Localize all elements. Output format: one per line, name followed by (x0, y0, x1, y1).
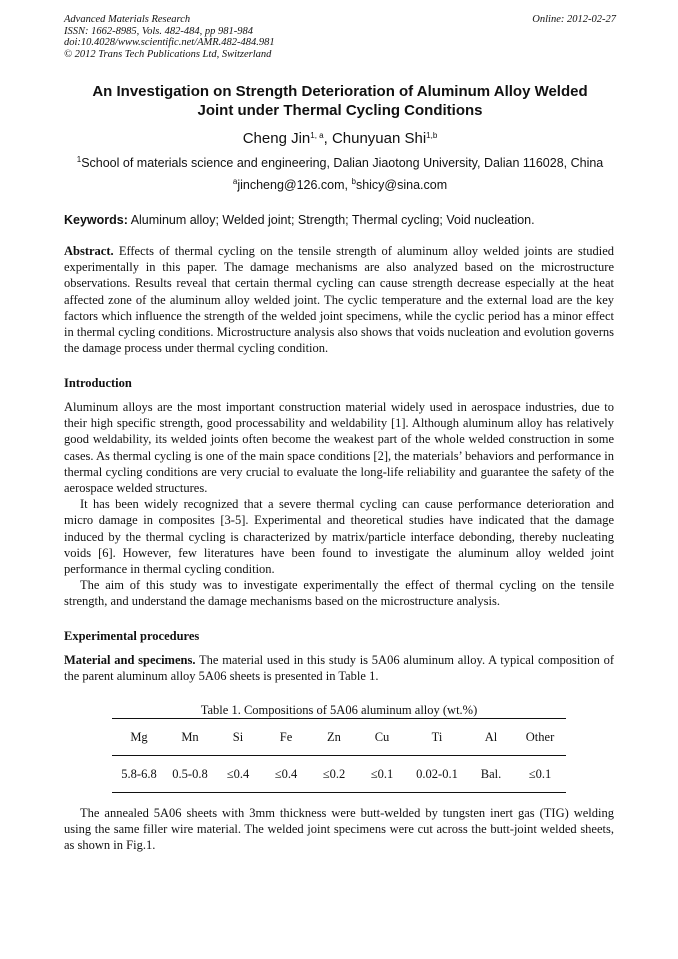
table-cell: ≤0.4 (274, 766, 298, 781)
author-separator: , (323, 130, 332, 147)
table-caption: Table 1. Compositions of 5A06 aluminum alloy (wt.%) (200, 703, 478, 717)
section-heading-experimental: Experimental procedures (64, 629, 200, 643)
paragraph: Aluminum alloys are the most important construction material widely used in aerospace industries, due to their high specific strength, good processability and weldability [1]. Although aluminum alloy has relatively good weldability, its welded joints often become the weakest part of the whole welded construction in some cases. As thermal cycling is one of the main space conditions [2], the materials’ behaviors and performance in thermal cycling conditions are very crucial to evaluate the long-life reliability and guarantee the safety of the aerospace welded structures. (64, 400, 614, 496)
table-header-cell: Fe (279, 729, 293, 744)
table-header-cell: Al (484, 729, 498, 744)
issn-line: ISSN: 1662-8985, Vols. 482-484, pp 981-984 (64, 25, 253, 37)
table-header-cell: Mg (130, 729, 148, 744)
section-heading-introduction: Introduction (64, 376, 132, 390)
title-line-2: Joint under Thermal Cycling Conditions (197, 102, 483, 119)
paragraph: The annealed 5A06 sheets with 3mm thickness were butt-welded by tungsten inert gas (TIG) welding using the same filler wire material. The welded joint specimens were cut across the butt-joint welded sheets, as shown in Fig.1. (64, 806, 614, 853)
table-cell: 0.02-0.1 (416, 766, 458, 781)
abstract (64, 243, 614, 356)
table-header-cell: Si (232, 729, 244, 744)
subsection-text: The material used in this study is 5A06 aluminum alloy. A typical composition of the parent aluminum alloy 5A06 sheets is presented in Table 1. (64, 653, 614, 684)
table-bottom-rule (112, 792, 566, 793)
author-name: Cheng Jin (242, 130, 311, 147)
table-cell: Bal. (480, 766, 502, 781)
paper-title (64, 82, 616, 120)
table-cell: ≤0.2 (322, 766, 346, 781)
table-header-cell: Other (525, 729, 555, 744)
author-name: Chunyuan Shi (331, 130, 427, 147)
email-link[interactable]: shicy@sina.com (355, 178, 448, 192)
affiliation (64, 156, 616, 170)
keywords-text: Aluminum alloy; Welded joint; Strength; Thermal cycling; Void nucleation. (127, 213, 535, 227)
keywords (64, 213, 616, 227)
author-affiliation-marker: 1, a (310, 131, 324, 140)
table-cell: 0.5-0.8 (172, 766, 208, 781)
email-marker: b (351, 177, 356, 186)
page-header (64, 14, 616, 60)
table-header-cell: Zn (327, 729, 341, 744)
table-cell: 5.8-6.8 (121, 766, 157, 781)
title-line-1: An Investigation on Strength Deterioration of Aluminum Alloy Welded (92, 83, 588, 100)
journal-name: Advanced Materials Research (64, 14, 191, 25)
table-header-row (112, 719, 566, 755)
paragraph: It has been widely recognized that a severe thermal cycling can cause performance deterioration and micro damage in composites [3-5]. Experimental and theoretical studies have indicated that the damage induced by the thermal cycling is characterized by matrix/particle interface debonding, thereby nucleating voids [6]. However, few literatures have been found to investigate the aluminum alloy welded joint performance in thermal cycling condition. (64, 497, 614, 577)
author-affiliation-marker: 1,b (426, 131, 438, 140)
abstract-text: Effects of thermal cycling on the tensile strength of aluminum alloy welded joints are studied experimentally in this paper. The damage mechanisms are also analyzed based on the microstructure observations. Results reveal that certain thermal cycling can cause strength decrease especially at the heat affected zone of the aluminum alloy welded joint. The cyclic temperature and the external load are the key factors which influence the strength of the welded joint specimens, while the cyclic period has a minor effect in thermal cycling conditions. Microstructure analysis also shows that voids nucleation and evolution governs the damage process under thermal cycling condition. (64, 244, 614, 356)
table-cell: ≤0.1 (370, 766, 394, 781)
table-header-cell: Mn (181, 729, 199, 744)
copyright-line: © 2012 Trans Tech Publications Ltd, Switzerland (64, 48, 272, 60)
email-marker: a (232, 177, 238, 186)
table-cell: ≤0.1 (528, 766, 552, 781)
table-header-cell: Ti (431, 729, 443, 744)
abstract-label: Abstract. (64, 244, 114, 258)
table-row (112, 756, 566, 792)
material-paragraph (64, 652, 614, 684)
table-header-cell: Cu (374, 729, 390, 744)
email-link[interactable]: jincheng@126.com, (237, 178, 352, 192)
doi-line: doi:10.4028/www.scientific.net/AMR.482-484.981 (64, 37, 275, 48)
affiliation-marker: 1 (76, 155, 82, 164)
author-emails (64, 178, 616, 192)
table-cell: ≤0.4 (226, 766, 250, 781)
online-date: Online: 2012-02-27 (532, 14, 616, 25)
author-list (64, 130, 616, 147)
paragraph: The aim of this study was to investigate experimentally the effect of thermal cycling on the tensile strength, and understand the damage mechanisms based on the microstructure analysis. (64, 578, 614, 609)
affiliation-text: School of materials science and engineering, Dalian Jiaotong University, Dalian 116028, China (81, 156, 604, 170)
composition-table (112, 702, 566, 793)
introduction-body (64, 399, 614, 610)
subsection-label: Material and specimens. (64, 653, 196, 667)
keywords-label: Keywords: (64, 213, 128, 227)
